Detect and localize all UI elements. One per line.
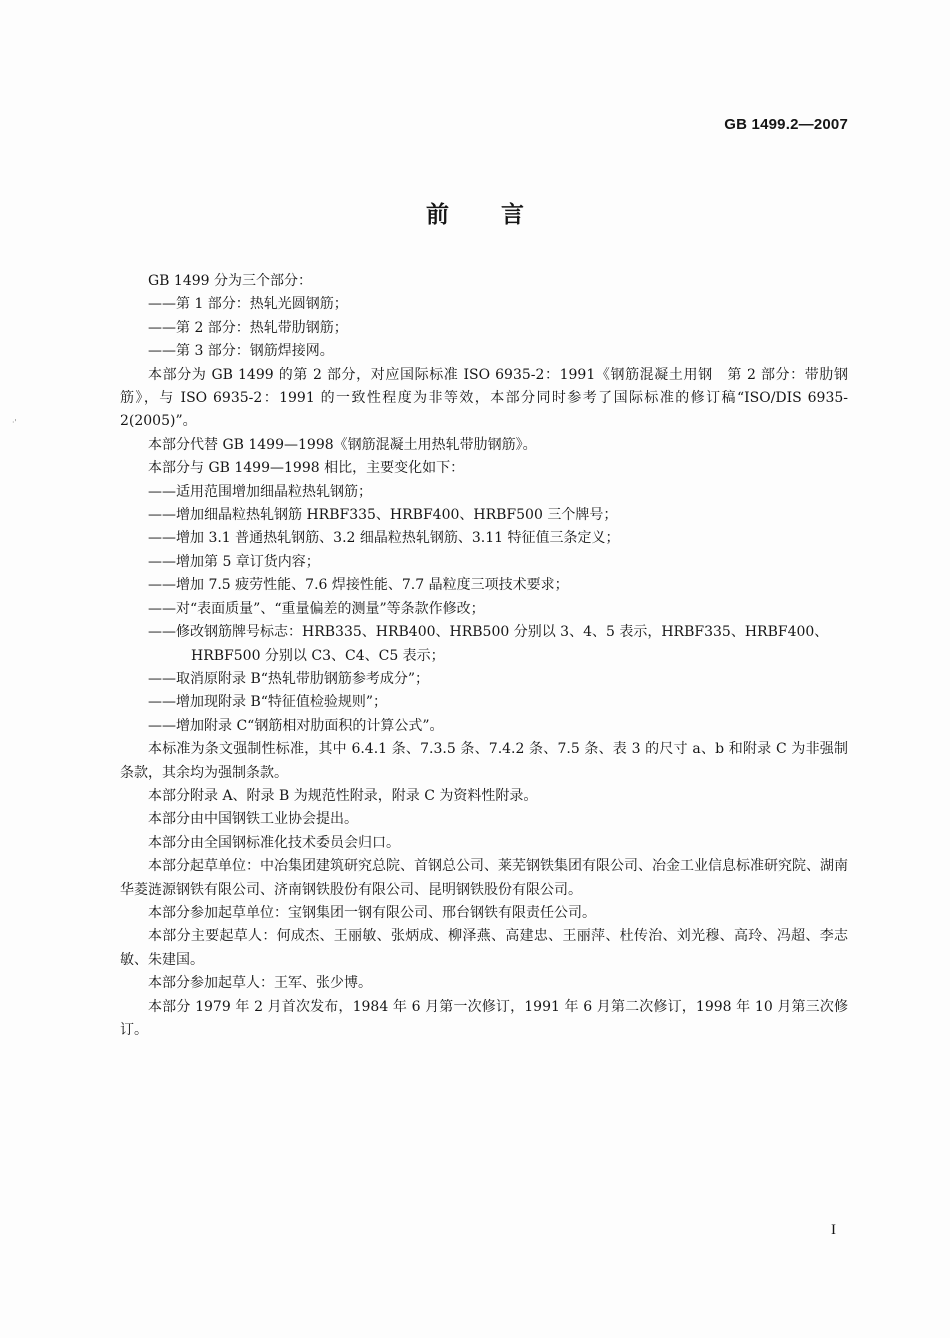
list-item: ——增加 7.5 疲劳性能、7.6 焊接性能、7.7 晶粒度三项技术要求； bbox=[148, 577, 569, 594]
list-item: ——增加附录 C“钢筋相对肋面积的计算公式”。 bbox=[148, 717, 444, 734]
paragraph: 本部分参加起草单位：宝钢集团一钢有限公司、邢台钢铁有限责任公司。 bbox=[148, 904, 596, 921]
list-item-continuation: HRBF500 分别以 C3、C4、C5 表示； bbox=[191, 647, 445, 664]
page-number: I bbox=[831, 1222, 836, 1238]
paragraph: 本部分起草单位：中冶集团建筑研究总院、首钢总公司、莱芜钢铁集团有限公司、冶金工业信息标准研究院、湖南华菱涟源钢铁有限公司、济南钢铁股份有限公司、昆明钢铁股份有限公司。 bbox=[120, 858, 848, 898]
page-title: 前言 bbox=[426, 202, 576, 228]
paragraph: 本部分主要起草人：何成杰、王丽敏、张炳成、柳泽燕、高建忠、王丽萍、杜传治、刘光穆、高玲、冯超、李志敏、朱建国。 bbox=[120, 928, 848, 968]
paragraph: 本部分与 GB 1499—1998 相比，主要变化如下： bbox=[148, 460, 465, 477]
foreword-body bbox=[120, 270, 848, 1042]
list-item: ——对“表面质量”、“重量偏差的测量”等条款作修改； bbox=[148, 600, 485, 617]
list-item: ——第 2 部分：热轧带肋钢筋； bbox=[148, 319, 348, 336]
paragraph: 本部分附录 A、附录 B 为规范性附录，附录 C 为资料性附录。 bbox=[148, 787, 538, 804]
list-item: ——适用范围增加细晶粒热轧钢筋； bbox=[148, 483, 372, 500]
scan-artifact-mark: ·' bbox=[12, 418, 17, 427]
list-item: ——增加 3.1 普通热轧钢筋、3.2 细晶粒热轧钢筋、3.11 特征值三条定义； bbox=[148, 530, 620, 547]
standard-code: GB 1499.2—2007 bbox=[724, 116, 848, 133]
paragraph: 本部分由全国钢标准化技术委员会归口。 bbox=[148, 834, 400, 851]
paragraph: 本部分 1979 年 2 月首次发布，1984 年 6 月第一次修订，1991 年 6 月第二次修订，1998 年 10 月第三次修订。 bbox=[120, 998, 848, 1038]
paragraph: 本部分参加起草人：王军、张少博。 bbox=[148, 975, 372, 992]
paragraph: 本部分为 GB 1499 的第 2 部分，对应国际标准 ISO 6935-2：1991《钢筋混凝土用钢 第 2 部分：带肋钢筋》，与 ISO 6935-2：1991 的一致性程度为非等效，本部分同时参考了国际标准的修订稿“ISO/DIS 6935-2(2005)”。 bbox=[120, 366, 848, 430]
list-item: ——增加现附录 B“特征值检验规则”； bbox=[148, 694, 388, 711]
list-item: ——增加细晶粒热轧钢筋 HRBF335、HRBF400、HRBF500 三个牌号； bbox=[148, 507, 618, 524]
list-item: ——第 1 部分：热轧光圆钢筋； bbox=[148, 296, 348, 313]
paragraph: 本部分代替 GB 1499—1998《钢筋混凝土用热轧带肋钢筋》。 bbox=[148, 436, 537, 453]
list-item: ——取消原附录 B“热轧带肋钢筋参考成分”； bbox=[148, 670, 430, 687]
list-item: ——修改钢筋牌号标志：HRB335、HRB400、HRB500 分别以 3、4、5 表示，HRBF335、HRBF400、 bbox=[148, 624, 829, 641]
paragraph: 本部分由中国钢铁工业协会提出。 bbox=[148, 811, 358, 828]
list-item: ——增加第 5 章订货内容； bbox=[148, 553, 320, 570]
paragraph: 本标准为条文强制性标准，其中 6.4.1 条、7.3.5 条、7.4.2 条、7.5 条、表 3 的尺寸 a、b 和附录 C 为非强制条款，其余均为强制条款。 bbox=[120, 741, 848, 781]
list-item: ——第 3 部分：钢筋焊接网。 bbox=[148, 343, 334, 360]
paragraph: GB 1499 分为三个部分： bbox=[148, 273, 313, 289]
